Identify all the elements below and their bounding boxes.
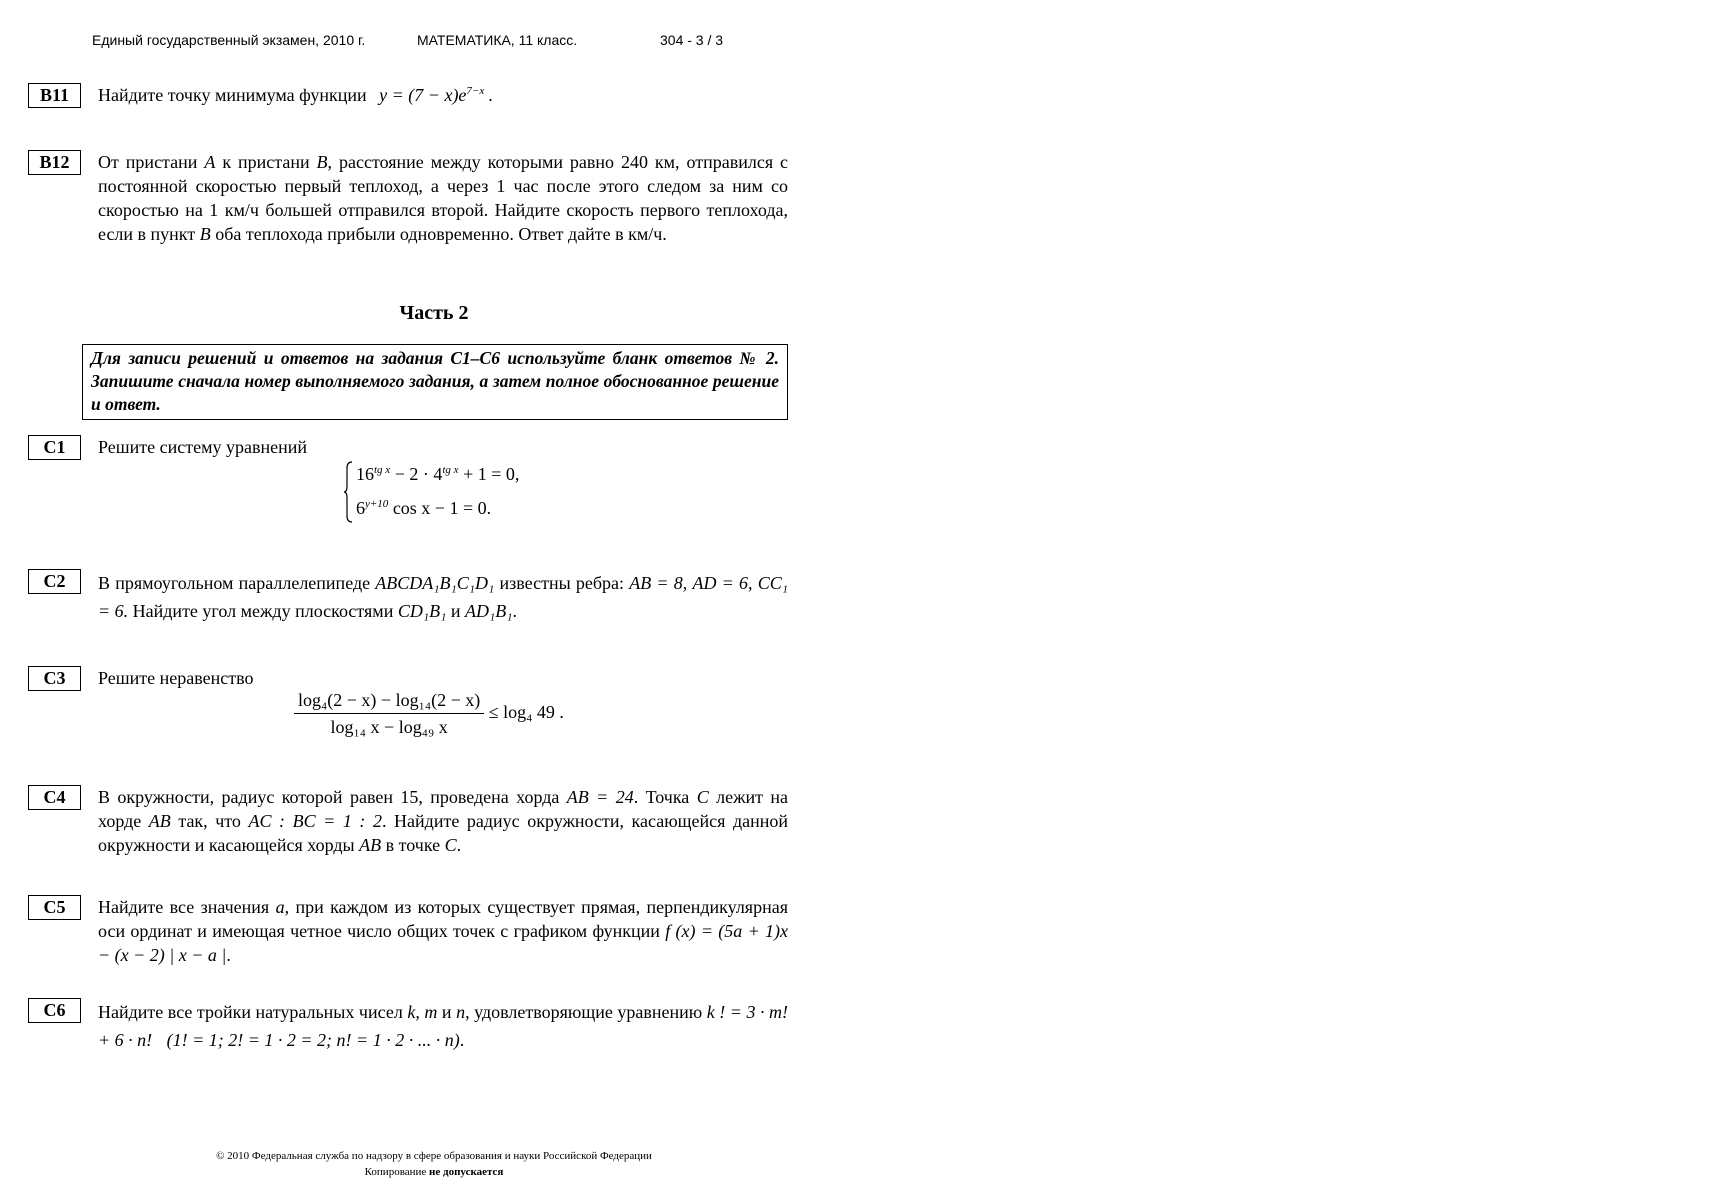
system-brace-icon: [344, 460, 354, 524]
task-b11-end: .: [488, 85, 493, 105]
c5-text-1: Найдите все значения: [98, 897, 270, 917]
c6-and: и: [441, 1002, 452, 1022]
task-label: C5: [28, 895, 81, 920]
footer-copy-label: Копирование: [364, 1166, 427, 1178]
c2-text-1: В прямоугольном параллелепипеде: [98, 573, 371, 593]
c2-plane-2: AD₁B₁: [465, 601, 513, 621]
eq2-end: cos x − 1 = 0.: [388, 498, 492, 518]
eq1-exp2: tg x: [442, 464, 459, 476]
c4-point-c2: C: [444, 835, 457, 855]
eq2-exp: y+10: [365, 498, 389, 510]
task-label: B12: [28, 150, 81, 175]
c6-end: .: [459, 1030, 465, 1050]
c2-end: .: [512, 601, 518, 621]
c3-inequality: [294, 690, 564, 738]
c2-ab: AB = 8,: [629, 573, 688, 593]
c2-text-3: Найдите угол между плоскостями: [132, 601, 394, 621]
task-text: [98, 998, 788, 1054]
task-text: [98, 150, 788, 246]
eq1-base: 16: [356, 464, 374, 484]
part2-title: Часть 2: [399, 302, 469, 324]
b12-point-b: B: [316, 152, 328, 172]
task-label: C1: [28, 435, 81, 460]
c2-and: и: [450, 601, 461, 621]
task-text: Решите неравенство: [98, 668, 254, 688]
c5-end: .: [226, 945, 231, 965]
c6-vars: k, m: [407, 1002, 438, 1022]
c4-ratio: AC : BC = 1 : 2: [248, 811, 382, 831]
footer-copy-notice: [0, 1164, 868, 1180]
c3-numerator: log₄(2 − x) − log₁₄(2 − x): [294, 690, 484, 714]
c3-rhs: ≤ log₄ 49 .: [488, 702, 564, 723]
task-label: B11: [28, 83, 81, 108]
c4-text-6: в точке: [385, 835, 441, 855]
task-text: [98, 569, 788, 625]
task-text: [98, 785, 788, 857]
c1-equation-1: [356, 464, 519, 485]
header-exam: Единый государственный экзамен, 2010 г.: [92, 32, 366, 48]
formula-exponent: 7−x: [466, 85, 485, 97]
footer-copyright: © 2010 Федеральная служба по надзору в сфере образования и науки Российской Федерации: [216, 1150, 652, 1162]
c5-function: f (x) = (5a + 1)x − (x − 2) | x − a |: [98, 921, 789, 965]
c6-text-2: , удовлетворяющие уравнению: [465, 1002, 703, 1022]
c6-note: (1! = 1; 2! = 1 · 2 = 2; n! = 1 · 2 · ... · n): [166, 1030, 460, 1050]
task-label: C3: [28, 666, 81, 691]
c4-text-5: . Найдите радиус окружности, касающейся данной окружности и касающейся хорды: [98, 811, 788, 855]
eq1-mid: − 2 · 4: [390, 464, 443, 484]
c6-equation: k ! = 3 · m! + 6 · n!: [98, 1002, 788, 1050]
c4-text-3: лежит на хорде: [98, 787, 789, 831]
c2-cc: CC₁ = 6.: [98, 573, 789, 621]
task-label: C6: [28, 998, 81, 1023]
c2-plane-1: CD₁B₁: [397, 601, 447, 621]
task-label: C2: [28, 569, 81, 594]
task-b11-formula: [379, 85, 484, 105]
b12-text-1: От пристани: [98, 152, 198, 172]
header-page-number: 304 - 3 / 3: [660, 32, 724, 48]
c4-text-1: В окружности, радиус которой равен 15, проведена хорда: [98, 787, 560, 807]
b12-text-4: оба теплохода прибыли одновременно. Ответ дайте в км/ч.: [215, 224, 667, 244]
b12-text-3: , расстояние между которыми равно 240 км, отправился с постоянной скоростью первый теплоход, а через 1 час после этого следом за ним со скоростью на 1 км/ч большей отправился второй. Найдите скорость первого теплохода, если в пункт: [98, 152, 789, 244]
c4-text-4: так, что: [178, 811, 241, 831]
b12-point-a: A: [204, 152, 216, 172]
c6-text-1: Найдите все тройки натуральных чисел: [98, 1002, 403, 1022]
task-text: Решите систему уравнений: [98, 437, 307, 457]
eq1-exp: tg x: [374, 464, 391, 476]
eq1-end: + 1 = 0,: [458, 464, 520, 484]
c4-ab: AB = 24: [566, 787, 634, 807]
footer-copy-forbidden: не допускается: [429, 1166, 504, 1178]
b12-point-b2: B: [199, 224, 211, 244]
c2-text-2: известны ребра:: [499, 573, 625, 593]
task-text: [98, 895, 788, 967]
c3-fraction: [294, 690, 484, 738]
c2-box-name: ABCDA₁B₁C₁D₁: [375, 573, 495, 593]
task-label: C4: [28, 785, 81, 810]
c3-denominator: log₁₄ x − log₄₉ x: [330, 717, 448, 737]
formula-base: y = (7 − x)e: [379, 85, 467, 105]
c5-text-2: , при каждом из которых существует прямая, перпендикулярная оси ординат и имеющая четное число общих точек с графиком функции: [98, 897, 788, 941]
c5-param-a: a: [275, 897, 285, 917]
task-b11-text: Найдите точку минимума функции: [98, 85, 367, 105]
c4-point-c: C: [696, 787, 709, 807]
b12-text-2: к пристани: [222, 152, 310, 172]
eq2-base: 6: [356, 498, 365, 518]
header-subject: МАТЕМАТИКА, 11 класс.: [417, 32, 578, 48]
page-footer: [0, 1148, 868, 1180]
c4-end: .: [456, 835, 462, 855]
c4-ab-3: AB: [359, 835, 382, 855]
task-text: [98, 83, 788, 107]
c2-ad: AD = 6,: [692, 573, 753, 593]
c1-equation-2: [356, 498, 491, 519]
c4-ab-2: AB: [148, 811, 171, 831]
part2-instructions: Для записи решений и ответов на задания С1–С6 используйте бланк ответов № 2. Запишите сначала номер выполняемого задания, а затем полное обоснованное решение и ответ.: [82, 344, 788, 420]
c6-var-n: n: [456, 1002, 466, 1022]
c4-text-2: . Точка: [633, 787, 690, 807]
